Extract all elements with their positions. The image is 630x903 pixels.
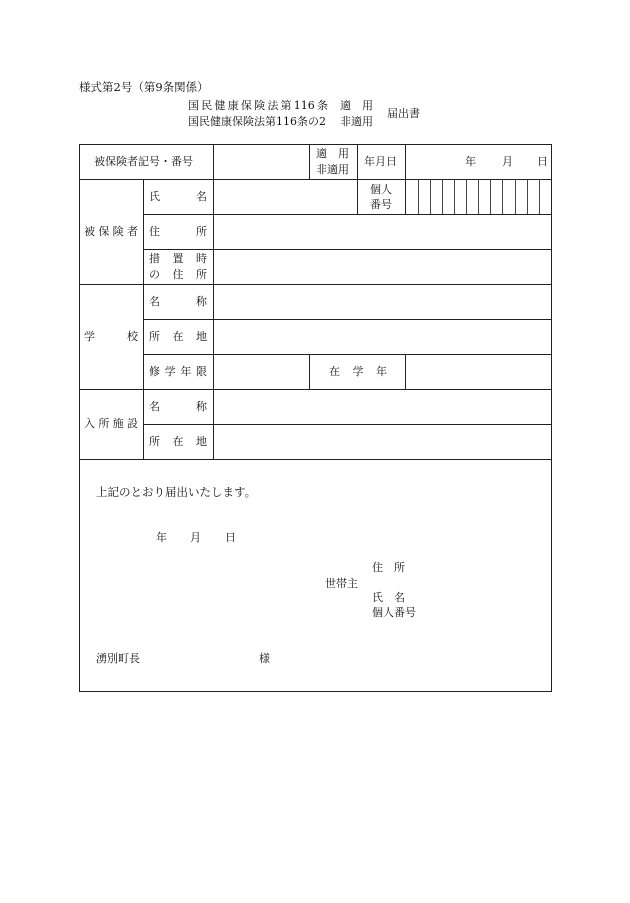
insured-address-label: 住 所 [149, 225, 207, 238]
rule-v-row1-d [405, 144, 406, 179]
facility-group-label: 入所施設 [84, 417, 138, 430]
personal-number-label-2: 番号 [370, 198, 392, 211]
school-term-label: 修学年限 [149, 365, 207, 378]
digit-divider [478, 179, 479, 214]
digit-divider [442, 179, 443, 214]
rule-v-name-b [405, 179, 406, 214]
date-label: 年月日 [364, 155, 397, 168]
rule-facility-a [143, 424, 552, 425]
school-location-label: 所在地 [149, 330, 207, 343]
rule-v-name-a [357, 179, 358, 214]
digit-divider [539, 179, 540, 214]
school-name-label: 名 称 [149, 295, 207, 308]
digit-divider [454, 179, 455, 214]
insured-symbol-number-label: 被保険者記号・番号 [94, 155, 193, 168]
rule-insured-b [143, 249, 552, 250]
rule-v-sub-col [213, 179, 214, 459]
honorific: 様 [259, 652, 270, 665]
facility-location-label: 所在地 [149, 435, 207, 448]
rule-school-a [143, 319, 552, 320]
measure-address-line1: 措置時 [149, 252, 207, 265]
rule-school-b [143, 354, 552, 355]
householder-address-label: 住 所 [372, 561, 405, 574]
form-number: 様式第2号（第9条関係） [79, 80, 209, 94]
title-suffix: 届出書 [387, 107, 420, 120]
date-day: 日 [537, 155, 548, 168]
title-status-nonapply: 非適用 [340, 115, 373, 128]
title-law-apply: 国民健康保険法第116条 [188, 99, 328, 112]
digit-divider [466, 179, 467, 214]
digit-divider [502, 179, 503, 214]
date-year: 年 [465, 155, 476, 168]
date-month: 月 [502, 155, 513, 168]
enrolled-years-label: 在学年 [329, 365, 387, 378]
rule-insured-a [143, 214, 552, 215]
rule-school-top [79, 284, 552, 285]
rule-v-row1-b [309, 144, 310, 179]
measure-address-line2: の住所 [149, 268, 207, 281]
declaration-statement: 上記のとおり届出いたします。 [96, 485, 257, 499]
digit-divider [515, 179, 516, 214]
apply-label: 適 用 [316, 147, 349, 160]
school-group-label: 学 校 [84, 330, 138, 343]
householder-name-label: 氏 名 [372, 591, 405, 604]
nonapply-label: 非適用 [316, 163, 349, 176]
rule-v-row1-a [213, 144, 214, 179]
digit-divider [418, 179, 419, 214]
facility-name-label: 名 称 [149, 400, 207, 413]
insured-name-label: 氏 名 [149, 190, 207, 203]
digit-divider [527, 179, 528, 214]
declaration-day: 日 [225, 531, 236, 544]
digit-divider [490, 179, 491, 214]
title-status-apply: 適 用 [340, 99, 373, 112]
title-law-nonapply: 国民健康保険法第116条の2 [188, 115, 326, 128]
rule-row1 [79, 179, 552, 180]
householder-personal-number-label: 個人番号 [372, 606, 416, 619]
personal-number-label-1: 個人 [370, 183, 392, 196]
rule-v-label-col [143, 179, 144, 459]
declaration-year: 年 [156, 531, 167, 544]
rule-v-term-a [309, 354, 310, 389]
rule-v-term-b [405, 354, 406, 389]
rule-v-row1-c [357, 144, 358, 179]
rule-declaration-top [79, 459, 552, 460]
insured-group-label: 被保険者 [84, 225, 138, 238]
rule-facility-top [79, 389, 552, 390]
digit-divider [430, 179, 431, 214]
declaration-month: 月 [190, 531, 201, 544]
addressee: 湧別町長 [96, 652, 140, 665]
householder-label: 世帯主 [325, 577, 358, 590]
